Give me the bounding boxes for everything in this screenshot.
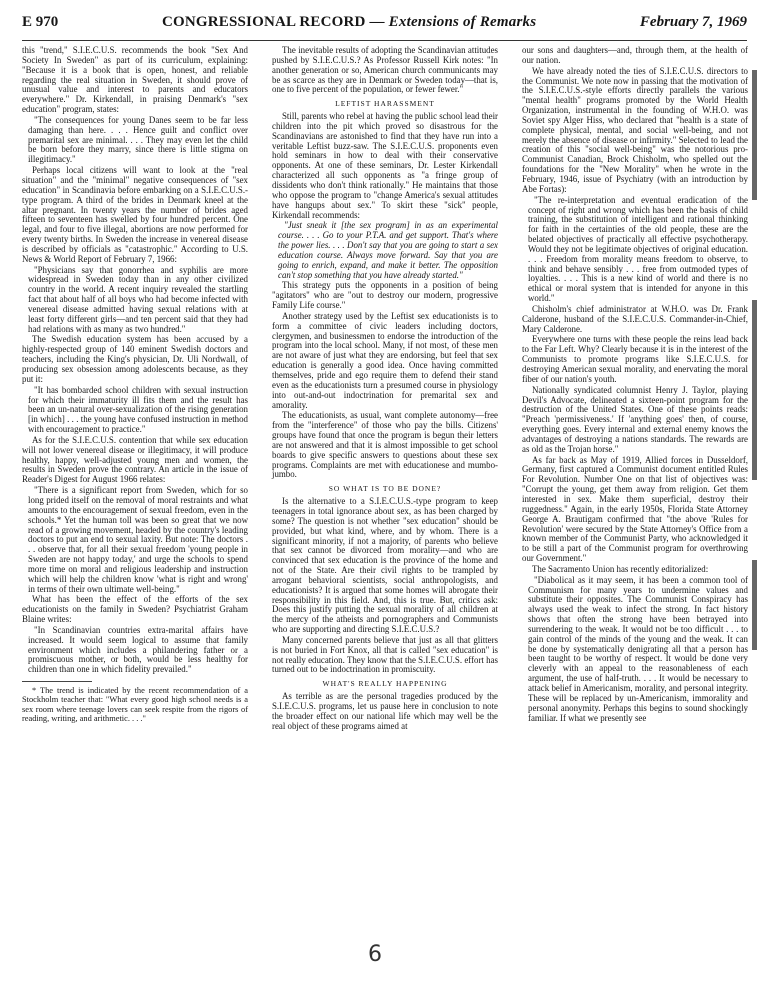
publication-title (162, 14, 536, 31)
issue-date: February 7, 1969 (639, 14, 747, 30)
paragraph: Many concerned parents believe that just as all that glitters is not buried in Fort Knox, all that is called "sex education" is not really education. They know that the S.I.E.C.U.S. effort has turned out to be indoctrination in promiscuity. (272, 634, 498, 675)
section-heading: LEFTIST HARASSMENT (335, 99, 435, 109)
paragraph: What has been the effect of the efforts of the sex educationists on the family in Sweden? Psychiatrist Graham Blaine writes: (22, 594, 248, 625)
handwritten-page-number: 6 (368, 942, 382, 967)
paragraph: We have already noted the ties of S.I.E.C.U.S. directors to the Communist. We note now in passing that the motivation of the S.I.E.C.U.S.-style efforts directly parallels the various "mental health" programs promoted by the World Health Organization, instrumental in the founding of W.H.O. was Soviet spy Alger Hiss, who declared that "health is a state of complete physical, mental, and social well-being, and not merely the absence of disease or infirmity." Selected to lead the creation of this "social well-being" was the notorious pro-Communist Canadian, Brock Chisholm, who spelled out the foundations for the "New Morality" when he wrote in the February, 1946, issue of Psychiatry (with an introduction by Abe Fortas): (522, 65, 748, 194)
quote-paragraph: "In Scandinavian countries extra-marital affairs have increased. It would seem logical to assume that family environment which includes a philandering father or a promiscuous mother, or both, would be less healthy for children than one in which fidelity prevailed." (28, 624, 248, 675)
paragraph: Everywhere one turns with these people the reins lead back to the Far Left. Why? Clearly because it is in the interest of the Communists to promote programs like S.I.E.C.U.S. for destroying American sexual morality, and enervating the moral fiber of our nation's youth. (522, 334, 748, 384)
paragraph: Another strategy used by the Leftist sex educationists is to form a committee of civic leaders including doctors, clergymen, and businessmen to endorse the introduction of the program into the local school. Many, if not most, of these men are not aware of just what they are endorsing, but feel that sex education is generally a good idea. Once having committed themselves, pride and ego require them to defend their stand even as the educationists turn a presumed course in physiology into out-and-out indoctrination for premarital sex and amorality. (272, 310, 498, 410)
quote-paragraph: "Just sneak it [the sex program] in as an experimental course. . . . Go to your P.T.A. and get support. That's where the power lies. . . . Don't say that you are going to start a sex education course. Always move forward. Say that you are going to enrich, expand, and make it better. The opposition can't stop something that you have already started." (278, 220, 498, 280)
footnote: * The trend is indicated by the recent recommendation of a Stockholm teacher that: "What every good high school needs is a sex room where teenage lovers can seek respite from the rigors of reading, writing, and arithmetic. . . ." (22, 686, 248, 724)
quote-paragraph: "Physicians say that gonorrhea and syphilis are more widespread in Sweden today than in any other civilized country in the world. A recent inquiry revealed the startling fact that about half of all boys who had become infected with venereal disease admitted having sexual relations with at least forty different girls—and ten percent said that they had had relations with as many as two hundred." (28, 264, 248, 334)
paragraph: This strategy puts the opponents in a position of being "agitators" who are "out to destroy our modern, progressive Family Life course." (272, 280, 498, 311)
title-main: CONGRESSIONAL RECORD — (161, 14, 385, 30)
page-identifier: E 970 (22, 14, 59, 30)
paragraph: this "trend," S.I.E.C.U.S. recommends the book "Sex And Society In Sweden" as part of its curriculum, explaining: "Because it is a book that is open, honest, and reliable regarding the real situation in Sweden, it should prove of unusual value and interest to parents and educators everywhere." Dr. Kirkendall, in praising Denmark's "sex education" program, states: (22, 45, 248, 115)
paragraph: As terrible as are the personal tragedies produced by the S.I.E.C.U.S. programs, let us pause here in conclusion to note the broader effect on our national life which may well be the real object of these programs aimed at (272, 691, 498, 731)
page-header (22, 14, 747, 41)
quote-paragraph: "Diabolical as it may seem, it has been a common tool of Communism for many years to undermine values and substitute their opposites. The Communist Conspiracy has always used the weak to infect the strong. In fact history shows that often the strong have been betrayed into surrendering to the weak. It would not be too difficult . . . to gain control of the minds of the young and the weak. It can be done by systematically denigrating all that a person has been taught to be worthy of respect. It would be done very cleverly with an appeal to the reasonableness of each argument, the use of half-truth. . . . It would be necessary to attack belief in Americanism, morality, and personal integrity. These will be replaced by un-Americanism, immorality and personal anonymity. Perhaps this begins to sound shockingly familiar. If what we presently see (528, 574, 748, 723)
quote-paragraph: "The consequences for young Danes seem to be far less damaging than here. . . . Hence guilt and conflict over premarital sex are minimal. . . . They may even let the child be born before they marry, since there is little stigma on illegitimacy." (28, 114, 248, 165)
paragraph: our sons and daughters—and, through them, at the health of our nation. (522, 45, 748, 65)
paragraph: The inevitable results of adopting the Scandinavian attitudes pushed by S.I.E.C.U.S.? As Professor Russell Kirk notes: "In another generation or so, American church communicants may be as scarce as they are in Denmark or Sweden today—that is, one to five percent of the population, or fewer fewer." (272, 45, 498, 95)
column-2 (272, 46, 498, 733)
paragraph: Is the alternative to a S.I.E.C.U.S.-type program to keep teenagers in total ignorance about sex, as has been charged by some? The question is not whether "sex education" should be provided, but what kind, where, and by whom. There is a significant minority, if not a majority, of parents who believe that sex cannot be divorced from morality—and who are convinced that sex education is the province of the home and not of the State. Are their civil rights to be trampled by arrogant behavioral scientists, social anthropologists, and educationists? It is argued that some homes will abrogate their responsibility in this field. And, this is true. But, critics ask: Does this justify putting the sexual morality of all children at the mercy of the atheists and pornographers and Communists who are supporting and directing S.I.E.C.U.S.? (272, 496, 498, 635)
section-heading: WHAT'S REALLY HAPPENING (322, 679, 448, 689)
quote-paragraph: "The re-interpretation and eventual eradication of the concept of right and wrong which has been the basis of child training, the substitution of intelligent and rational thinking for faith in the certainties of the old people, these are the belated objectives of practically all effective psychotherapy. Would they not be legitimate objectives of original education. . . . Freedom from morality means freedom to observe, to think and behave sensibly . . . free from outmoded types of loyalties. . . . This is a new kind of world and there is no ethical or moral system that is intended for anyone in this world." (528, 194, 748, 304)
quote-paragraph: "It has bombarded school children with sexual instruction for which their immaturity ill fits them and the result has been an un-natural over-sexualization of the rising generation [in which] . . . the young have confused instruction in method with encouragement to practice." (28, 384, 248, 435)
paragraph: Still, parents who rebel at having the public school lead their children into the pit which proved so disastrous for the Scandinavians are astonished to find that they have run into a veritable Leftist buzz-saw. The S.I.E.C.U.S. proponents even hold seminars in how to deal with their conservative opponents. At one of these seminars, Dr. Lester Kirkendall characterized all such opponents as "a fringe group of dissidents who don't think rationally." He maintains that those who oppose the program to "change America's sexual attitudes have hangups about sex." To skirt these "sick" people, Kirkendall recommends: (272, 111, 498, 220)
margin-mark (752, 70, 757, 200)
column-3 (522, 46, 748, 724)
column-1 (22, 46, 248, 724)
paragraph: Chisholm's chief administrator at W.H.O. was Dr. Frank Calderone, husband of the S.I.E.C.U.S. Commander-in-Chief, Mary Calderone. (522, 303, 748, 334)
paragraph: Perhaps local citizens will want to look at the "real situation" and the "minimal" negative consequences of "sex education" in Scandinavia before embarking on a S.I.E.C.U.S.-type program. A third of the brides in Denmark kneel at the altar pregnant. In twenty years the number of brides aged fifteen to seventeen has swelled by four hundred percent. One legal, and four to five illegal, abortions are now performed for every twenty births. In Sweden the increase in venereal disease is described by officials as "catastrophic." According to U.S. News & World Report of February 7, 1966: (22, 165, 248, 264)
paragraph: As far back as May of 1919, Allied forces in Dusseldorf, Germany, first captured a Communist document entitled Rules For Revolution. Number One on that list of objectives was: "Corrupt the young, get them away from religion. Get them interested in sex. Make them superficial, destroy their ruggedness." Again, in the early 1950s, Florida State Attorney George A. Brautigam confirmed that "the above 'Rules for Revolution' were secured by the State Attorney's Office from a known member of the Communist Party, who acknowledged it to be still a part of the Communist program for overthrowing our Government." (522, 454, 748, 564)
section-heading: SO WHAT IS TO BE DONE? (328, 484, 442, 494)
margin-mark (752, 300, 757, 480)
margin-mark (752, 560, 757, 650)
paragraph: The Sacramento Union has recently editorialized: (532, 563, 709, 574)
quote-paragraph: "There is a significant report from Sweden, which for so long prided itself on the removal of moral restraints and what amounts to the encouragement of sexual freedom, even in the schools.* Yet the human toll was been so great that we now read of a growing movement, headed by the country's leading doctors to put an end to sexual laxity. But note: The doctors . . . observe that, for all their sexual freedom 'young people in Sweden are not happy today,' and urge the schools to spend more time on moral and religious leadership and instruction which will help the children know 'what is right and wrong' in terms of their own ultimate well-being." (28, 485, 248, 594)
paragraph: The educationists, as usual, want complete autonomy—free from the "interference" of those who pay the bills. Citizens' groups have found that once the program is begun their letters are not answered and that it is almost impossible to get school boards to give specific answers to questions about these sex programs. Complaints are met with educationese and mumbo-jumbo. (272, 410, 498, 480)
footnote-divider (22, 681, 92, 682)
title-section: Extensions of Remarks (388, 14, 537, 30)
paragraph: The Swedish education system has been accused by a highly-respected group of 140 eminent Swedish doctors and teachers, including the King's physician, Dr. Uli Nordwall, of producing sex obsession among adolescents because, as they put it: (22, 334, 248, 384)
paragraph: As for the S.I.E.C.U.S. contention that while sex education will not lower venereal disease or illegitimacy, it will produce healthy, happy, well-adjusted young men and women, the results in Sweden prove the contrary. An article in the issue of Reader's Digest for August 1966 relates: (22, 434, 248, 485)
paragraph: Nationally syndicated columnist Henry J. Taylor, playing Devil's Advocate, delineated a sixteen-point program for the destruction of the United States. One of these points reads: "Preach 'permissiveness.' If 'anything goes' then, of course, everything goes. Every internal and external enemy knows the advantages of destroying a nations standards. The rewards are as old as the Trojan horse." (522, 384, 748, 454)
